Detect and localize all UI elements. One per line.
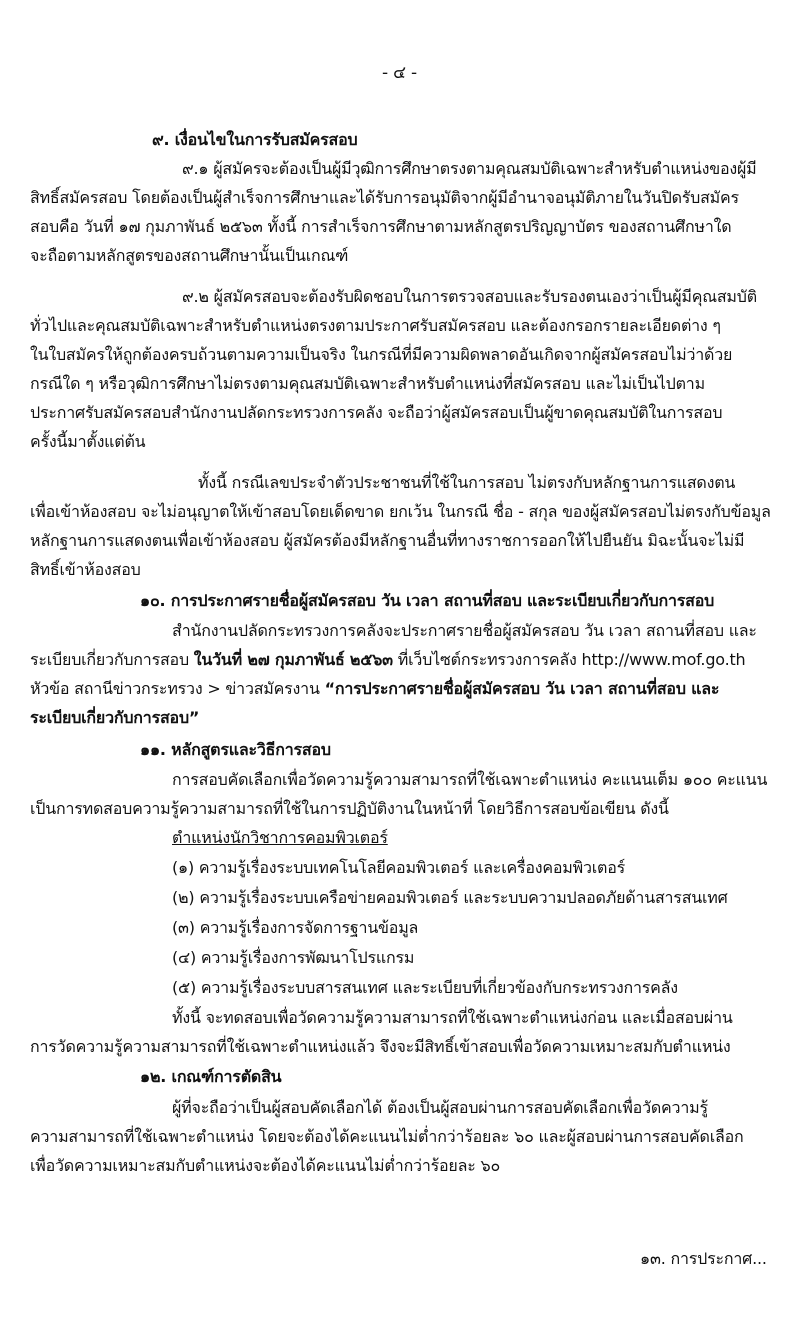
s10-line	[30, 649, 745, 671]
s10-line: สำนักงานปลัดกระทรวงการคลังจะประกาศรายชื่อผู้สมัครสอบ วัน เวลา สถานที่สอบ และ	[172, 621, 757, 640]
s9-p3-line: หลักฐานการแสดงตนเพื่อเข้าห้องสอบ ผู้สมัครต้องมีหลักฐานอื่นที่ทางราชการออกให้ไปยืนยัน มิฉะนั้นจะไม่มี	[30, 531, 745, 550]
s9-p1-line: ๙.๑ ผู้สมัครจะต้องเป็นผู้มีวุฒิการศึกษาตรงตามคุณสมบัติเฉพาะสำหรับตำแหน่งของผู้มี	[182, 159, 757, 178]
section-12-heading: ๑๒. เกณฑ์การตัดสิน	[140, 1067, 282, 1086]
s10-line	[30, 678, 719, 700]
s9-p2-line: ทั่วไปและคุณสมบัติเฉพาะสำหรับตำแหน่งตรงตามประกาศรับสมัครสอบ และต้องกรอกรายละเอียดต่าง ๆ	[30, 316, 721, 335]
s10-text: ระเบียบเกี่ยวกับการสอบ	[30, 650, 194, 669]
section-10-heading: ๑๐. การประกาศรายชื่อผู้สมัครสอบ วัน เวลา สถานที่สอบ และระเบียบเกี่ยวกับการสอบ	[140, 591, 715, 610]
s10-date: ในวันที่ ๒๗ กุมภาพันธ์ ๒๕๖๓	[193, 650, 393, 669]
s10-website: ที่เว็บไซต์กระทรวงการคลัง http://www.mof.go.th	[392, 650, 746, 669]
continuation-note: ๑๓. การประกาศ...	[640, 1249, 767, 1268]
s12-line: เพื่อวัดความเหมาะสมกับตำแหน่งจะต้องได้คะแนนไม่ต่ำกว่าร้อยละ ๖๐	[30, 1156, 501, 1175]
exam-subject-item: (๔) ความรู้เรื่องการพัฒนาโปรแกรม	[172, 948, 415, 967]
s9-p1-line: สิทธิ์สมัครสอบ โดยต้องเป็นผู้สำเร็จการศึกษาและได้รับการอนุมัติจากผู้มีอำนาจอนุมัติภายในวันปิดรับสมัคร	[30, 188, 739, 207]
s11-note-line: การวัดความรู้ความสามารถที่ใช้เฉพาะตำแหน่งแล้ว จึงจะมีสิทธิ์เข้าสอบเพื่อวัดความเหมาะสมกับตำแหน่ง	[30, 1037, 731, 1056]
exam-subject-item: (๒) ความรู้เรื่องระบบเครือข่ายคอมพิวเตอร์ และระบบความปลอดภัยด้านสารสนเทศ	[172, 888, 728, 907]
s9-p3-line: เพื่อเข้าห้องสอบ จะไม่อนุญาตให้เข้าสอบโดยเด็ดขาด ยกเว้น ในกรณี ชื่อ - สกุล ของผู้สมัครสอบไม่ตรงกับข้อมูล	[30, 502, 771, 521]
s11-note-line: ทั้งนี้ จะทดสอบเพื่อวัดความรู้ความสามารถที่ใช้เฉพาะตำแหน่งก่อน และเมื่อสอบผ่าน	[172, 1008, 733, 1027]
s10-announcement-title: “การประกาศรายชื่อผู้สมัครสอบ วัน เวลา สถานที่สอบ และ	[324, 679, 720, 698]
s10-topic: หัวข้อ สถานีข่าวกระทรวง > ข่าวสมัครงาน	[30, 679, 325, 698]
page-number: - ๔ -	[382, 63, 417, 83]
s9-p1-line: จะถือตามหลักสูตรของสถานศึกษานั้นเป็นเกณฑ์	[30, 246, 349, 265]
s11-line: เป็นการทดสอบความรู้ความสามารถที่ใช้ในการปฏิบัติงานในหน้าที่ โดยวิธีการสอบข้อเขียน ดังนี้	[30, 799, 669, 818]
s11-line: การสอบคัดเลือกเพื่อวัดความรู้ความสามารถที่ใช้เฉพาะตำแหน่ง คะแนนเต็ม ๑๐๐ คะแนน	[172, 770, 768, 789]
s9-p2-line: ประกาศรับสมัครสอบสำนักงานปลัดกระทรวงการคลัง จะถือว่าผู้สมัครสอบเป็นผู้ขาดคุณสมบัติในการสอบ	[30, 403, 723, 422]
position-title: ตำแหน่งนักวิชาการคอมพิวเตอร์	[172, 828, 388, 847]
s9-p2-line: กรณีใด ๆ หรือวุฒิการศึกษาไม่ตรงตามคุณสมบัติเฉพาะสำหรับตำแหน่งที่สมัครสอบ และไม่เป็นไปตาม	[30, 374, 705, 393]
section-9-heading: ๙. เงื่อนไขในการรับสมัครสอบ	[152, 130, 358, 149]
s12-line: ผู้ที่จะถือว่าเป็นผู้สอบคัดเลือกได้ ต้องเป็นผู้สอบผ่านการสอบคัดเลือกเพื่อวัดความรู้	[172, 1098, 708, 1117]
s10-announcement-title-end: ระเบียบเกี่ยวกับการสอบ”	[30, 708, 200, 727]
exam-subject-item: (๓) ความรู้เรื่องการจัดการฐานข้อมูล	[172, 918, 419, 937]
s9-p2-line: ในใบสมัครให้ถูกต้องครบถ้วนตามความเป็นจริง ในกรณีที่มีความผิดพลาดอันเกิดจากผู้สมัครสอบไม่ว่าด้วย	[30, 345, 733, 364]
exam-subject-item: (๑) ความรู้เรื่องระบบเทคโนโลยีคอมพิวเตอร์ และเครื่องคอมพิวเตอร์	[172, 858, 626, 877]
section-11-heading: ๑๑. หลักสูตรและวิธีการสอบ	[140, 740, 331, 759]
exam-subject-item: (๕) ความรู้เรื่องระบบสารสนเทศ และระเบียบที่เกี่ยวข้องกับกระทรวงการคลัง	[172, 978, 678, 997]
s9-p1-line: สอบคือ วันที่ ๑๗ กุมภาพันธ์ ๒๕๖๓ ทั้งนี้ การสำเร็จการศึกษาตามหลักสูตรปริญญาบัตร ของสถานศึกษาใด	[30, 217, 732, 236]
s9-p3-line: ทั้งนี้ กรณีเลขประจำตัวประชาชนที่ใช้ในการสอบ ไม่ตรงกับหลักฐานการแสดงตน	[198, 473, 736, 492]
s9-p2-line: ครั้งนี้มาตั้งแต่ต้น	[30, 432, 146, 451]
s9-p3-line: สิทธิ์เข้าห้องสอบ	[30, 560, 141, 579]
s9-p2-line: ๙.๒ ผู้สมัครสอบจะต้องรับผิดชอบในการตรวจสอบและรับรองตนเองว่าเป็นผู้มีคุณสมบัติ	[182, 287, 757, 306]
s12-line: ความสามารถที่ใช้เฉพาะตำแหน่ง โดยจะต้องได้คะแนนไม่ต่ำกว่าร้อยละ ๖๐ และผู้สอบผ่านการสอบคัดเลือก	[30, 1127, 744, 1146]
